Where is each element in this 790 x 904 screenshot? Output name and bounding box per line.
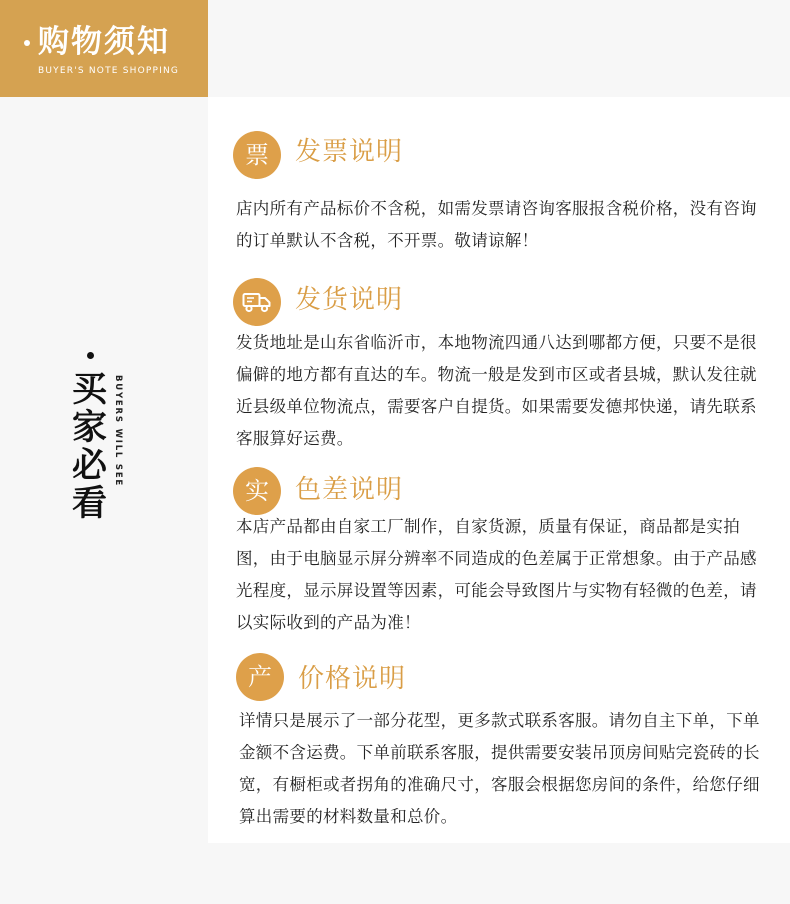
sidebar-subtitle: BUYERS WILL SEE — [113, 375, 123, 488]
invoice-title: 发票说明 — [295, 137, 404, 167]
truck-icon-svg — [242, 291, 272, 313]
page-subtitle: BUYER'S NOTE SHOPPING — [38, 66, 180, 76]
invoice-badge: 票 — [233, 131, 281, 179]
header-banner — [0, 0, 208, 97]
color-title: 色差说明 — [295, 475, 404, 505]
sidebar-dot — [87, 352, 94, 359]
price-title: 价格说明 — [298, 664, 407, 694]
invoice-text: 店内所有产品标价不含税，如需发票请咨询客服报含税价格，没有咨询的订单默认不含税，不开票。敬请谅解！ — [236, 199, 757, 250]
page-title — [26, 22, 170, 62]
shipping-text: 发货地址是山东省临沂市，本地物流四通八达到哪都方便，只要不是很偏僻的地方都有直达的车。物流一般是发到市区或者县城，默认发往就近县级单位物流点，需要客户自提货。如果需要发德邦快递，请先联系客服算好运费。 — [236, 333, 757, 448]
sidebar-title: 买家必看 — [72, 370, 108, 524]
page-title-text: 购物须知 — [38, 24, 170, 60]
price-badge: 产 — [236, 653, 284, 701]
price-text: 详情只是展示了一部分花型，更多款式联系客服。请勿自主下单，下单金额不含运费。下单前联系客服，提供需要安装吊顶房间贴完瓷砖的长宽，有橱柜或者拐角的准确尺寸，客服会根据您房间的条件，给您仔细算出需要的材料数量和总价。 — [239, 711, 760, 826]
color-badge: 实 — [233, 467, 281, 515]
content-card — [208, 97, 790, 843]
shipping-title: 发货说明 — [295, 285, 404, 315]
color-text: 本店产品都由自家工厂制作，自家货源，质量有保证，商品都是实拍图，由于电脑显示屏分辨率不同造成的色差属于正常想象。由于产品感光程度，显示屏设置等因素，可能会导致图片与实物有轻微的色差，请以实际收到的产品为准！ — [236, 517, 757, 632]
truck-icon — [233, 278, 281, 326]
